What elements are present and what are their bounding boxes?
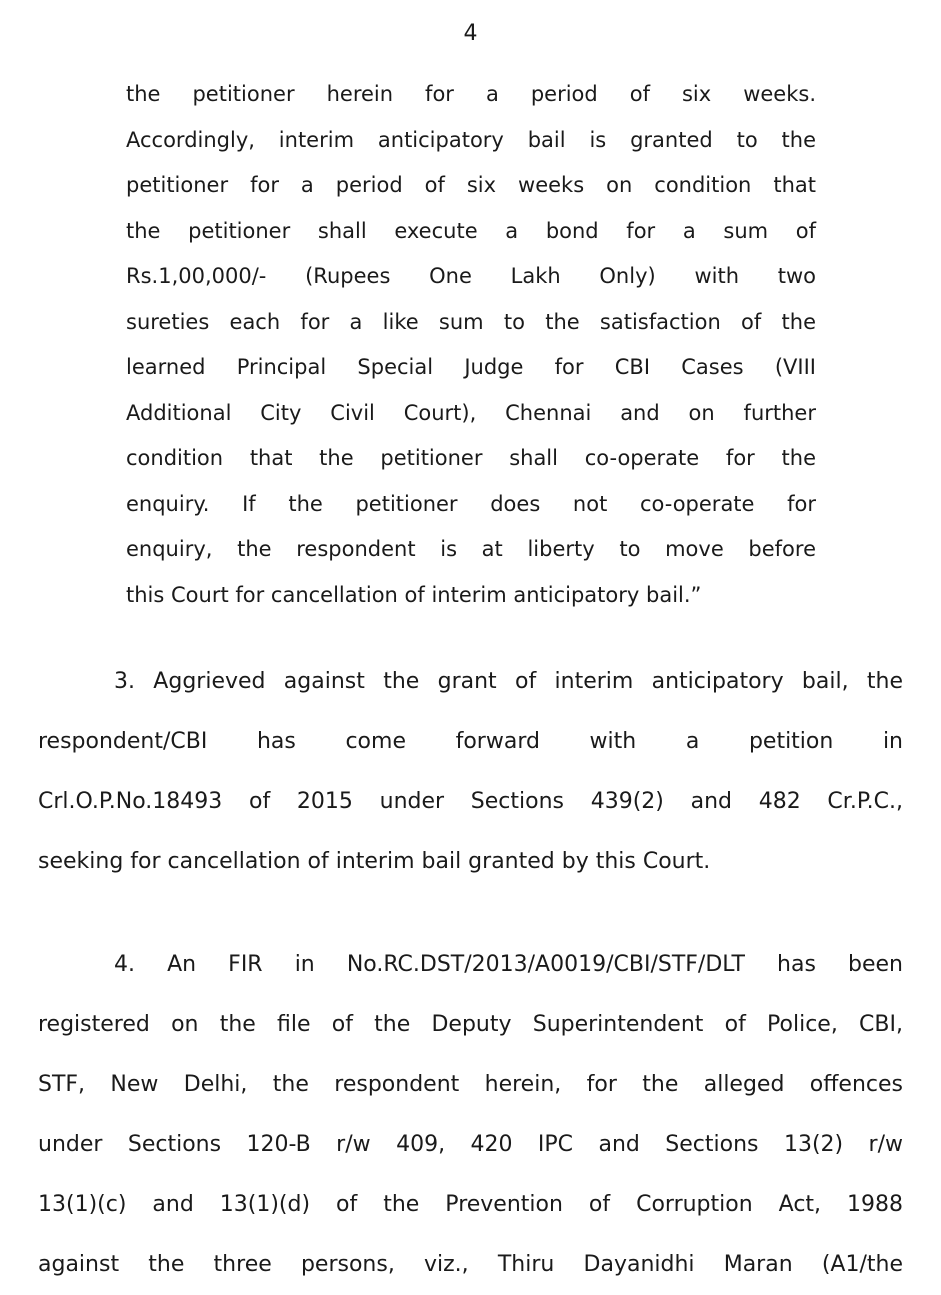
text-line: registered on the file of the Deputy Superintendent of Police, CBI, [38, 1012, 903, 1037]
paragraph-4 [38, 935, 903, 1295]
text-line: respondent/CBI has come forward with a petition in [38, 729, 903, 754]
text-line: Crl.O.P.No.18493 of 2015 under Sections 439(2) and 482 Cr.P.C., [38, 789, 903, 814]
text-line: petitioner for a period of six weeks on condition that [126, 173, 816, 197]
paragraph-3 [38, 652, 903, 892]
text-line: Additional City Civil Court), Chennai and on further [126, 400, 816, 425]
text-line: STF, New Delhi, the respondent herein, for the alleged offences [38, 1072, 903, 1097]
text-line: 4. An FIR in No.RC.DST/2013/A0019/CBI/STF/DLT has been [114, 952, 903, 977]
text-line: condition that the petitioner shall co-operate for the [126, 446, 816, 470]
text-line: sureties each for a like sum to the satisfaction of the [126, 309, 816, 334]
text-line: 13(1)(c) and 13(1)(d) of the Prevention of Corruption Act, 1988 [38, 1192, 903, 1217]
text-line: Accordingly, interim anticipatory bail is granted to the [126, 127, 816, 152]
text-line: enquiry, the respondent is at liberty to move before [126, 537, 816, 561]
text-line: against the three persons, viz., Thiru Dayanidhi Maran (A1/the [38, 1252, 903, 1277]
quoted-order-block [126, 72, 816, 618]
text-line: seeking for cancellation of interim bail granted by this Court. [38, 849, 711, 874]
text-line: 3. Aggrieved against the grant of interim anticipatory bail, the [114, 669, 903, 694]
page-number: 4 [463, 21, 478, 46]
text-line: the petitioner herein for a period of six weeks. [126, 82, 816, 106]
text-line: under Sections 120-B r/w 409, 420 IPC and Sections 13(2) r/w [38, 1132, 903, 1157]
text-line: Rs.1,00,000/- (Rupees One Lakh Only) with two [126, 264, 816, 288]
text-line: this Court for cancellation of interim anticipatory bail.” [126, 582, 702, 607]
text-line: enquiry. If the petitioner does not co-operate for [126, 491, 816, 516]
text-line: the petitioner shall execute a bond for a sum of [126, 218, 816, 243]
text-line: learned Principal Special Judge for CBI Cases (VIII [126, 355, 816, 379]
